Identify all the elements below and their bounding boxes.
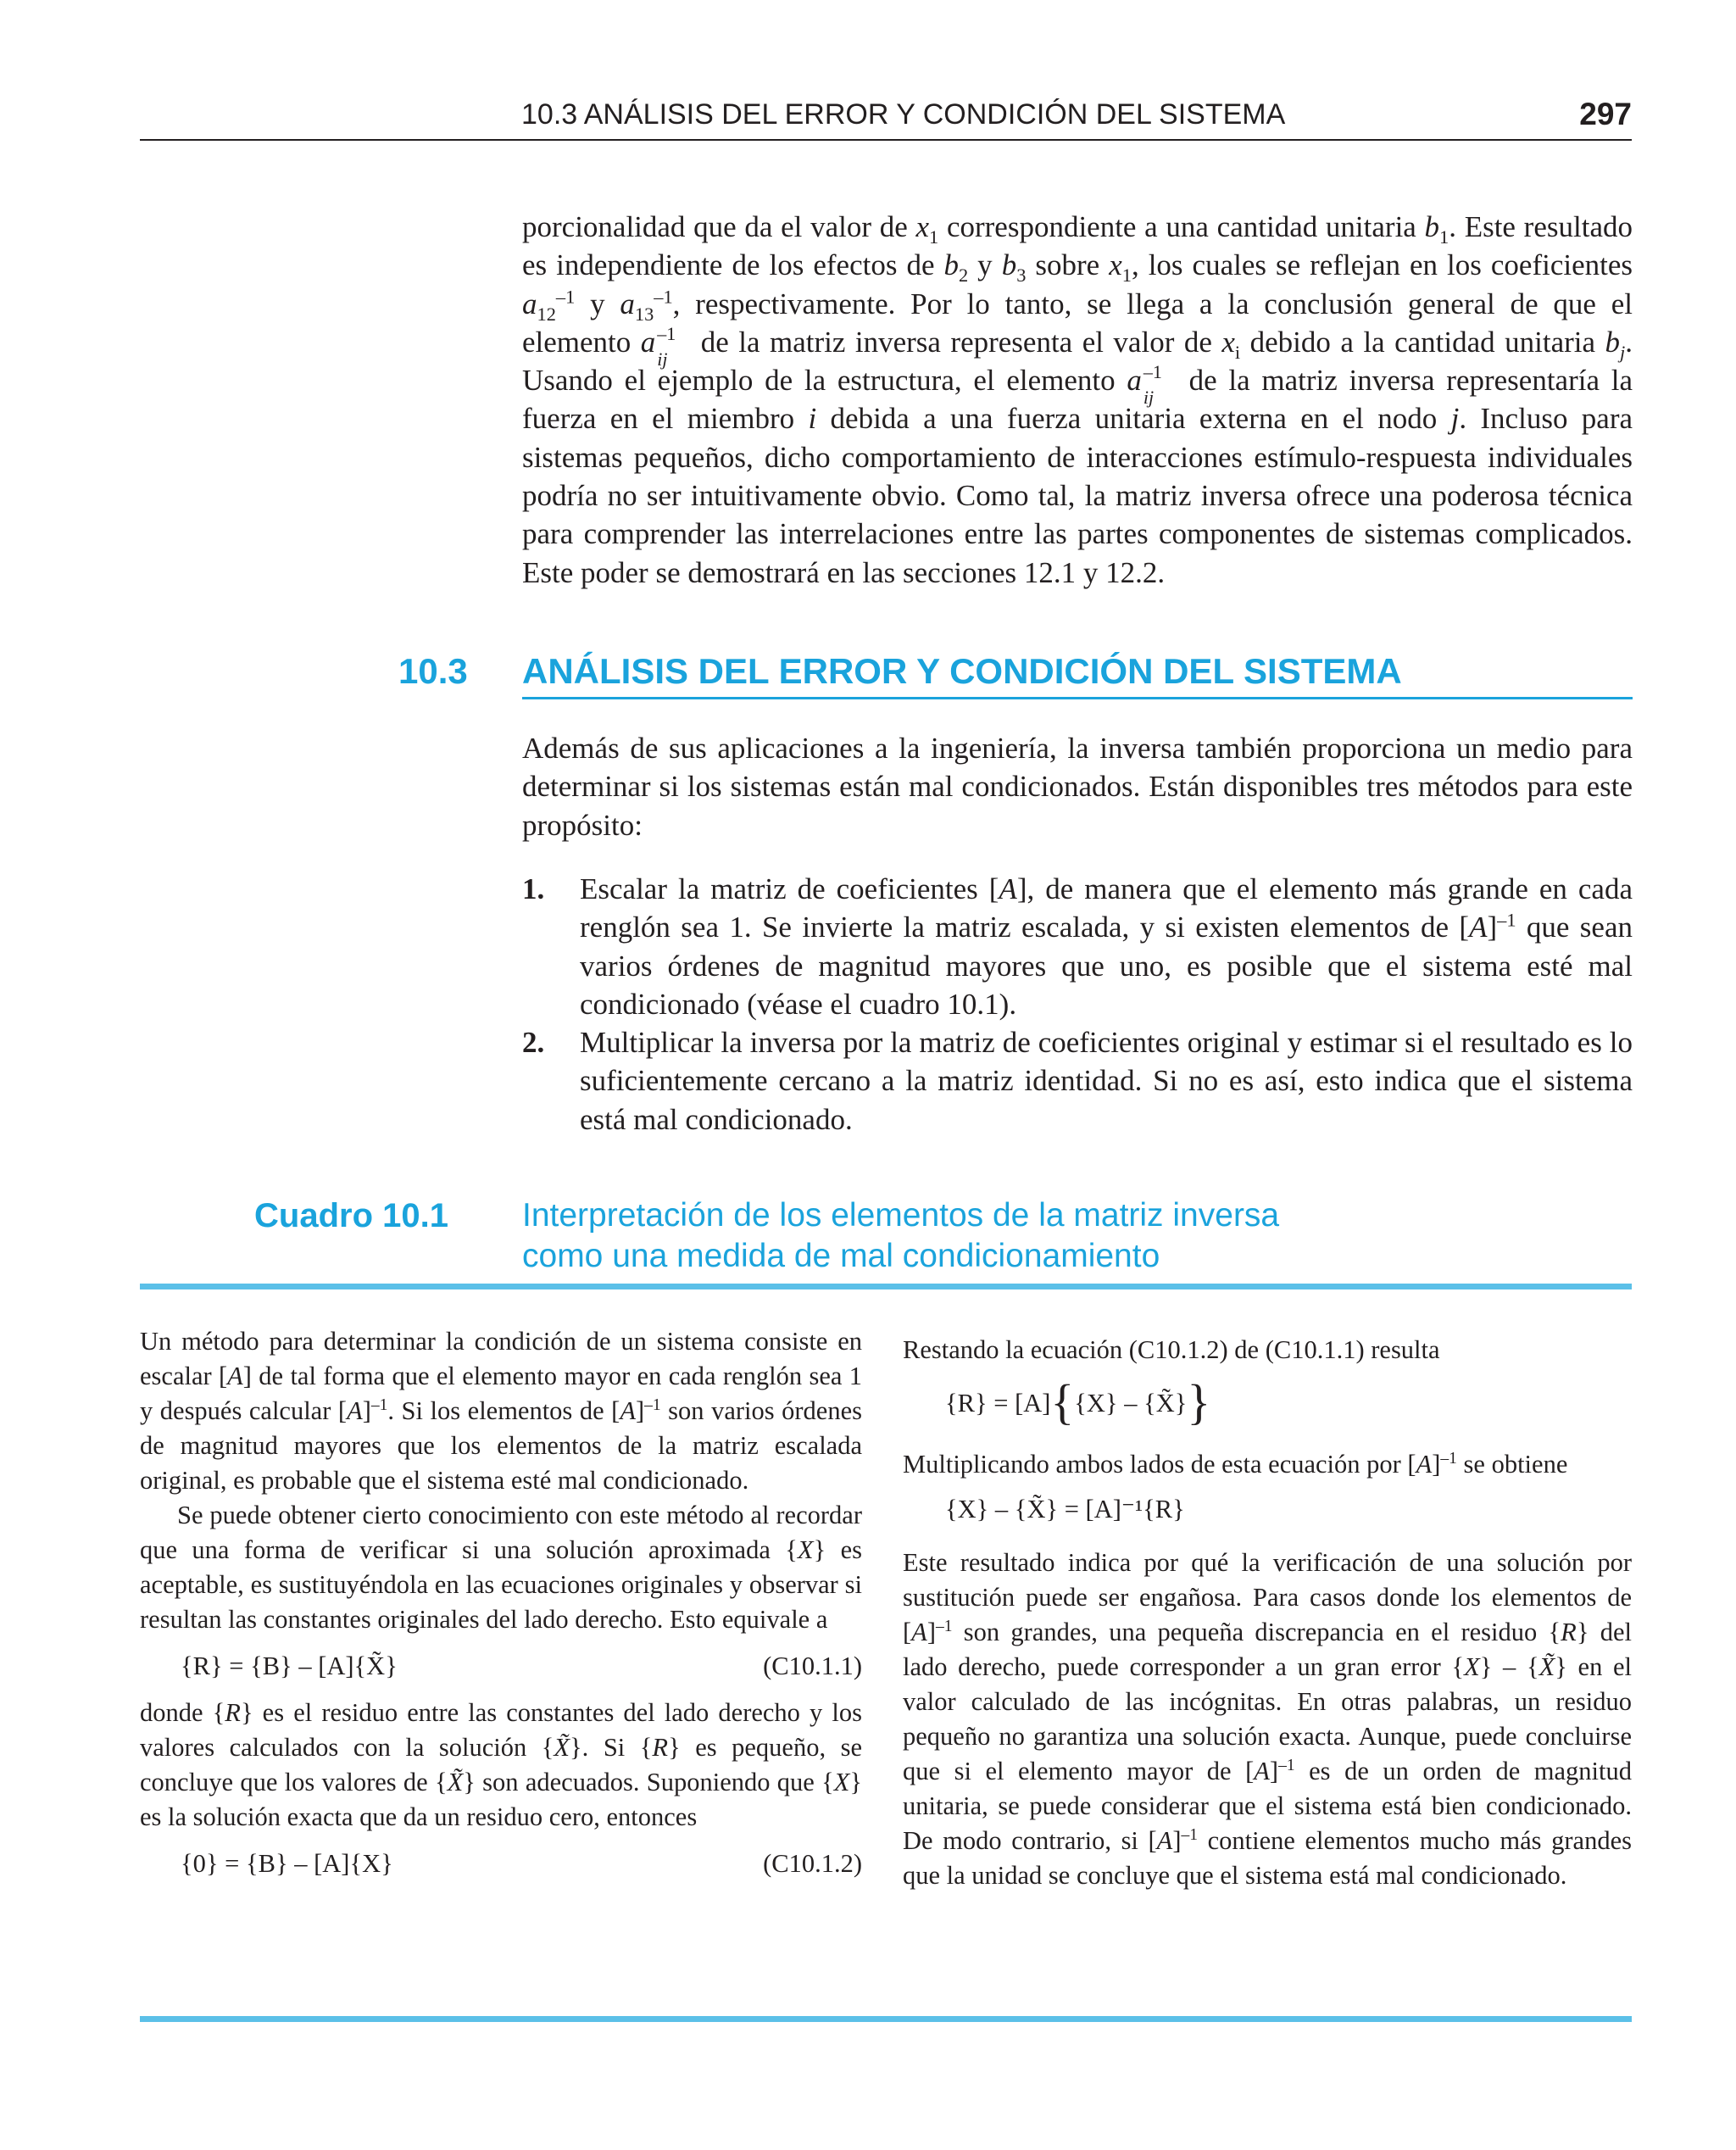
box-rule-top: [140, 1284, 1632, 1289]
running-header: [140, 95, 1632, 141]
section-title: ANÁLISIS DEL ERROR Y CONDICIÓN DEL SISTEMA: [522, 651, 1402, 691]
page-number: 297: [1579, 97, 1632, 131]
method-list: [522, 870, 1633, 1139]
box-left-column: Un método para determinar la condición de un sistema consiste en escalar [A] de tal forma que el elemento mayor en cada renglón sea 1 y después calcular $[A]^{-1}$. Si los elementos de $[A]^{-1}$ son varios órdenes de magnitud mayores que los elementos de la matriz escalada original, es probable que el sistema esté mal condicionado. Se puede obtener cierto conocimiento con este método al recordar que una forma de verificar si una solución aproximada {X} es aceptable, es sustituyéndola en las ecuaciones originales y observar si resultan las constantes originales del lado derecho. Esto equivale a {R} = {B} – [A]{X̃} (C10.1.1) donde {R} es el residuo entre las constantes del lado derecho y los valores calculados con la solución {X̃}. Si {R} es pequeño, se concluye que los valores de {X̃} son adecuados. Suponiendo que {X} es la solución exacta que da un residuo cero, entonces {0} = {B} – [A]{X} (C10.1.2): [140, 1324, 862, 1881]
running-title: 10.3 ANÁLISIS DEL ERROR Y CONDICIÓN DEL SISTEMA: [521, 98, 1286, 131]
box-label: Cuadro 10.1: [254, 1197, 448, 1234]
section-intro: Además de sus aplicaciones a la ingeniería, la inversa también proporciona un medio para determinar si los sistemas están mal condicionados. Están disponibles tres métodos para este propósito:: [522, 732, 1633, 842]
box-rule-bottom: [140, 2016, 1632, 2022]
equation-residual: {R} = [A]{{X} – {X̃}}: [945, 1374, 1211, 1429]
section-rule: [522, 697, 1633, 699]
intro-paragraph: porcionalidad que da el valor de $x_1$ correspondiente a una cantidad unitaria $b_1$. Este resultado es independiente de los efectos de $b_2$ y $b_3$ sobre $x_1$, los cuales se reflejan en los coeficientes $a_{12}^{-1}$ y $a_{13}^{-1}$, respectivamente. Por lo tanto, se llega a la conclusión general de que el elemento a –1 ij de la matriz inversa representa el valor de $x_i$ debido a la cantidad unitaria $b_j$. Usando el ejemplo de la estructura, el elemento a –1 ij de la matriz inversa representaría la fuerza en el miembro i debida a una fuerza unitaria externa en el nodo j. Incluso para sistemas pequeños, dicho comportamiento de interacciones estímulo-respuesta individuales podría no ser intuitivamente obvio. Como tal, la matriz inversa ofrece una poderosa técnica para comprender las interrelaciones entre las partes componentes de sistemas complicados. Este poder se demostrará en las secciones 12.1 y 12.2.: [522, 210, 1633, 589]
box-right-column: Restando la ecuación (C10.1.2) de (C10.1.1) resulta {R} = [A]{{X} – {X̃}} Multiplicando ambos lados de esta ecuación por $[A]^{-1}$ se obtiene {X} – {X̃} = [A]⁻¹{R} Este resultado indica por qué la verificación de una solución por sustitución puede ser engañosa. Para casos donde los elementos de $[A]^{-1}$ son grandes, una pequeña discrepancia en el residuo {R} del lado derecho, puede corresponder a un gran error {X} – {X̃} en el valor calculado de las incógnitas. En otras palabras, un residuo pequeño no garantiza una solución exacta. Aunque, puede concluirse que si el elemento mayor de $[A]^{-1}$ es de un orden de magnitud unitaria, se puede considerar que el sistema está bien condicionado. De modo contrario, si $[A]^{-1}$ contiene elementos mucho más grandes que la unidad se concluye que el sistema está mal condicionado.: [903, 1335, 1632, 1890]
box-caption: Interpretación de los elementos de la matriz inversa como una medida de mal condicionamiento: [522, 1197, 1280, 1274]
section-number: 10.3: [398, 651, 468, 691]
equation-c10-1-1: {R} = {B} – [A]{X̃} (C10.1.1): [181, 1651, 862, 1680]
list-item: 2. Multiplicar la inversa por la matriz de coeficientes original y estimar si el resultado es lo suficientemente cercano a la matriz identidad. Si no es así, esto indica que el sistema está mal condicionado.: [522, 1026, 1633, 1136]
equation-c10-1-2: {0} = {B} – [A]{X} (C10.1.2): [181, 1849, 862, 1878]
equation-error: {X} – {X̃} = [A]⁻¹{R}: [945, 1495, 1185, 1523]
list-item: 1. Escalar la matriz de coeficientes [A], de manera que el elemento más grande en cada renglón sea 1. Se invierte la matriz escalada, y si existen elementos de $[A]^{-1}$ que sean varios órdenes de magnitud mayores que uno, es posible que el sistema esté mal condicionado (véase el cuadro 10.1).: [522, 872, 1633, 1021]
